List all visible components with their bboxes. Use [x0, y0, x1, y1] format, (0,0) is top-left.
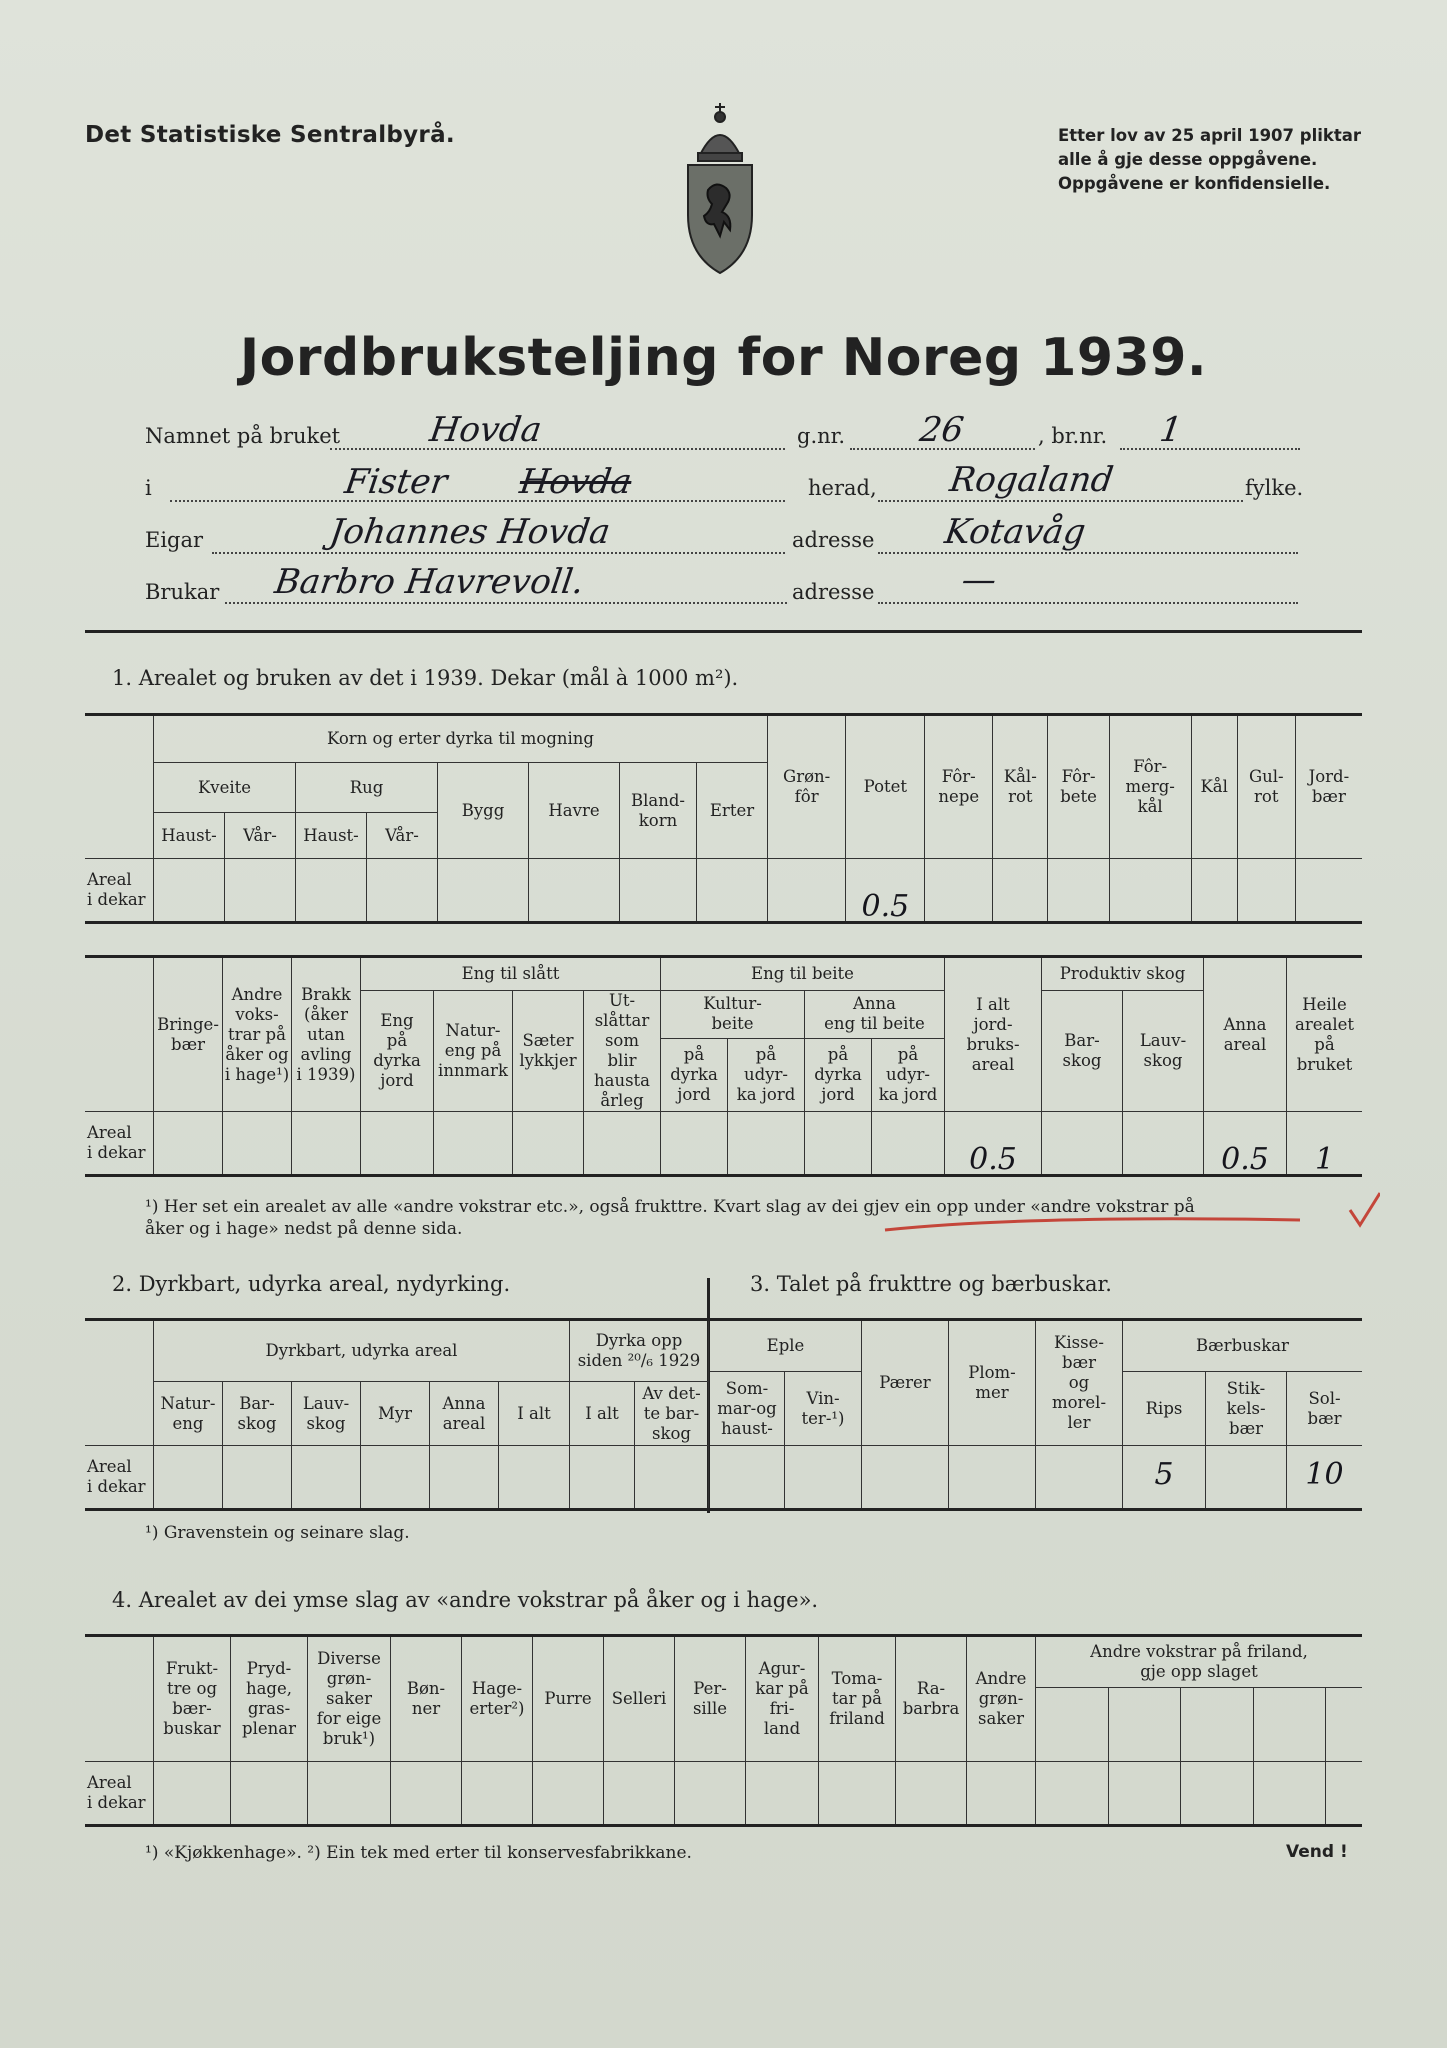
s2-cell-av-dette[interactable] [635, 1446, 709, 1510]
s3-solbaer-value: 10 [1305, 1457, 1344, 1492]
t1-erter: Erter [697, 763, 768, 859]
turn-over-note: Vend ! [1286, 1842, 1348, 1862]
s2-cell-i-alt[interactable] [499, 1446, 570, 1510]
s3-cell-plommer[interactable] [949, 1446, 1036, 1510]
s4-persille: Per- sille [675, 1636, 746, 1762]
agency-name: Det Statistiske Sentralbyrå. [85, 122, 455, 148]
s2-cell-i-alt2[interactable] [570, 1446, 635, 1510]
s4-andre: Andre grøn- saker [967, 1636, 1036, 1762]
t2-group-eng-slatt: Eng til slått [361, 957, 661, 991]
legal-line-3: Oppgåvene er konfidensielle. [1058, 174, 1331, 193]
gnr-value[interactable]: 26 [917, 410, 967, 450]
section2-table [85, 1318, 709, 1511]
t1-cell-formergkal[interactable] [1109, 859, 1191, 923]
t1-gulrot: Gul- rot [1237, 715, 1295, 859]
farm-name-line [330, 448, 785, 450]
s2-cell-lauvskog[interactable] [292, 1446, 361, 1510]
section1-table1 [85, 713, 1362, 924]
s3-vinter: Vin- ter-¹) [785, 1372, 862, 1446]
s4-cell-selleri[interactable] [604, 1762, 675, 1826]
s3-stikkelsbaer: Stik- kels- bær [1206, 1372, 1287, 1446]
t2-cell-barskog[interactable] [1042, 1112, 1123, 1176]
user-address-label: adresse [792, 580, 875, 604]
t1-potet: Potet [846, 715, 925, 859]
s2-lauvskog: Lauv- skog [292, 1382, 361, 1446]
owner-line [212, 552, 785, 554]
t2-cell-i-alt[interactable] [945, 1112, 1042, 1176]
farm-name-label: Namnet på bruket [145, 424, 341, 448]
owner-address-value[interactable]: Kotavåg [942, 512, 1088, 552]
s2-cell-myr[interactable] [361, 1446, 430, 1510]
t1-havre: Havre [529, 763, 620, 859]
t1-kveite-vaar: Vår- [225, 813, 296, 859]
s4-cell-tomatar[interactable] [819, 1762, 896, 1826]
s4-cell-persille[interactable] [675, 1762, 746, 1826]
s4-cell-rabarbra[interactable] [896, 1762, 967, 1826]
s2-cell-naturreng[interactable] [154, 1446, 223, 1510]
t1-group-korn: Korn og erter dyrka til mogning [154, 715, 768, 763]
t2-anna-eng: Anna eng til beite [805, 991, 945, 1039]
brnr-value[interactable]: 1 [1157, 410, 1185, 450]
t1-kveite-haust: Haust- [154, 813, 225, 859]
owner-label: Eigar [145, 528, 204, 552]
owner-address-line [878, 552, 1298, 554]
s2-group-dyrkbart: Dyrkbart, udyrka areal [154, 1320, 570, 1382]
t1-rug: Rug [296, 763, 438, 813]
s2-naturreng: Natur- eng [154, 1382, 223, 1446]
s4-tomatar: Toma- tar på friland [819, 1636, 896, 1762]
s2-i-alt2: I alt [570, 1382, 635, 1446]
s4-agurkar: Agur- kar på fri- land [746, 1636, 819, 1762]
t2-row-label: Areal i dekar [85, 1112, 154, 1176]
t1-cell-erter[interactable] [697, 859, 768, 923]
t2-cell-anna-areal[interactable] [1204, 1112, 1287, 1176]
s2-barskog: Bar- skog [223, 1382, 292, 1446]
brnr-line [1120, 448, 1300, 450]
s4-hageerter: Hage- erter²) [462, 1636, 533, 1762]
t1-forbete: Fôr- bete [1048, 715, 1109, 859]
s3-rips-value: 5 [1154, 1457, 1174, 1492]
t2-cell-utslattar[interactable] [584, 1112, 661, 1176]
section1-heading: 1. Arealet og bruken av det i 1939. Dekar (mål à 1000 m²). [112, 666, 739, 690]
t2-anna-areal: Anna areal [1204, 957, 1287, 1112]
t1-cell-gulrot[interactable] [1237, 859, 1295, 923]
s2-cell-anna[interactable] [430, 1446, 499, 1510]
in-label: i [145, 476, 152, 500]
section1-footnote: ¹) Her set ein arealet av alle «andre vokstrar etc.», også frukttre. Kvart slag av dei gjev ein opp under «andre vokstrar på åker og i hage» nedst på denne sida. [145, 1197, 1195, 1239]
s3-sommar: Som- mar-og haust- [710, 1372, 785, 1446]
s4-blank-5[interactable] [1326, 1688, 1362, 1762]
municipality-line [170, 500, 785, 502]
t1-cell-rug-vaar[interactable] [367, 859, 438, 923]
s4-blank-4[interactable] [1253, 1688, 1326, 1762]
t2-cell-andre[interactable] [223, 1112, 292, 1176]
s4-diverse: Diverse grøn- saker for eige bruk¹) [308, 1636, 391, 1762]
s3-cell-stikkelsbaer[interactable] [1206, 1446, 1287, 1510]
coat-of-arms-icon [670, 95, 770, 275]
t1-bygg: Bygg [438, 763, 529, 859]
t1-cell-jordbaer[interactable] [1295, 859, 1362, 923]
legal-line-2: alle å gje desse oppgåvene. [1058, 150, 1318, 169]
s4-cell-frukttre[interactable] [154, 1762, 231, 1826]
red-check-mark [880, 1185, 1380, 1235]
t1-cell-potet[interactable] [846, 859, 925, 923]
s4-frukttre: Frukt- tre og bær- buskar [154, 1636, 231, 1762]
s2-group-dyrka: Dyrka opp siden ²⁰/₆ 1929 [570, 1320, 709, 1382]
header-divider [85, 630, 1362, 633]
gnr-label: g.nr. [797, 424, 846, 448]
t1-kal: Kål [1191, 715, 1237, 859]
t1-corner [85, 715, 154, 859]
t2-heile: Heile arealet på bruket [1287, 957, 1363, 1112]
farm-name-value[interactable]: Hovda [427, 410, 545, 450]
s4-cell-other-1[interactable] [1036, 1762, 1109, 1826]
s4-cell-prydhage[interactable] [231, 1762, 308, 1826]
t2-cell-eng-dyrka[interactable] [361, 1112, 434, 1176]
t2-cell-brakk[interactable] [292, 1112, 361, 1176]
t1-row-label: Areal i dekar [85, 859, 154, 923]
owner-address-label: adresse [792, 528, 875, 552]
s4-cell-andre[interactable] [967, 1762, 1036, 1826]
t2-group-skog: Produktiv skog [1042, 957, 1204, 991]
s2-av-dette: Av det- te bar- skog [635, 1382, 709, 1446]
t1-rug-vaar: Vår- [367, 813, 438, 859]
section4-footnote: ¹) «Kjøkkenhage». ²) Ein tek med erter til konservesfabrikkane. [145, 1843, 692, 1863]
s3-cell-paerer[interactable] [862, 1446, 949, 1510]
t1-cell-fornepe[interactable] [925, 859, 993, 923]
fylke-label: fylke. [1245, 476, 1304, 500]
t2-cell-lauvskog[interactable] [1123, 1112, 1204, 1176]
t2-pa-dyrka2: på dyrka jord [805, 1038, 872, 1111]
t2-lauvskog: Lauv- skog [1123, 991, 1204, 1112]
t1-cell-havre[interactable] [529, 859, 620, 923]
t2-saeter: Sæter lykkjer [513, 991, 584, 1112]
t1-cell-rug-haust[interactable] [296, 859, 367, 923]
legal-line-1: Etter lov av 25 april 1907 pliktar [1058, 126, 1362, 145]
user-line [225, 602, 787, 604]
s4-corner [85, 1636, 154, 1762]
herad-label: herad, [808, 476, 877, 500]
s3-cell-rips[interactable] [1123, 1446, 1206, 1510]
s3-kissebaer: Kisse- bær og morel- ler [1036, 1320, 1123, 1446]
section3-heading: 3. Talet på frukttre og bærbuskar. [750, 1272, 1112, 1296]
s2-myr: Myr [361, 1382, 430, 1446]
t1-cell-kal[interactable] [1191, 859, 1237, 923]
s4-rabarbra: Ra- barbra [896, 1636, 967, 1762]
t2-kulturbeite: Kultur- beite [661, 991, 805, 1039]
s4-prydhage: Pryd- hage, gras- plenar [231, 1636, 308, 1762]
t2-cell-kultur-udyrka[interactable] [728, 1112, 805, 1176]
s4-cell-bonner[interactable] [391, 1762, 462, 1826]
s2-cell-barskog[interactable] [223, 1446, 292, 1510]
s4-blank-1[interactable] [1036, 1688, 1109, 1762]
owner-value[interactable]: Johannes Hovda [327, 512, 613, 552]
t2-cell-saeter[interactable] [513, 1112, 584, 1176]
t2-heile-value: 1 [1314, 1142, 1335, 1177]
t1-gronfor: Grøn- fôr [768, 715, 846, 859]
s4-cell-other-2[interactable] [1108, 1762, 1181, 1826]
s4-cell-other-3[interactable] [1181, 1762, 1254, 1826]
t2-corner [85, 957, 154, 1112]
county-value[interactable]: Rogaland [947, 460, 1116, 500]
t2-eng-dyrka: Eng på dyrka jord [361, 991, 434, 1112]
t1-cell-kalrot[interactable] [993, 859, 1048, 923]
t1-cell-gronfor[interactable] [768, 859, 846, 923]
t1-cell-kveite-vaar[interactable] [225, 859, 296, 923]
s2-corner [85, 1320, 154, 1446]
s3-group-baer: Bærbuskar [1123, 1320, 1363, 1372]
s4-cell-hageerter[interactable] [462, 1762, 533, 1826]
t2-cell-anna-udyrka[interactable] [872, 1112, 945, 1176]
t2-pa-dyrka: på dyrka jord [661, 1038, 728, 1111]
t1-cell-blandkorn[interactable] [620, 859, 697, 923]
s4-row-label: Areal i dekar [85, 1762, 154, 1826]
s3-solbaer: Sol- bær [1287, 1372, 1363, 1446]
t1-cell-kveite-haust[interactable] [154, 859, 225, 923]
s3-paerer: Pærer [862, 1320, 949, 1446]
municipality-value[interactable]: Fister [342, 462, 450, 502]
t1-cell-forbete[interactable] [1048, 859, 1109, 923]
s3-rips: Rips [1123, 1372, 1206, 1446]
t1-blandkorn: Bland- korn [620, 763, 697, 859]
t2-cell-kultur-dyrka[interactable] [661, 1112, 728, 1176]
t2-pa-udyrka: på udyr- ka jord [728, 1038, 805, 1111]
section2-footnote: ¹) Gravenstein og seinare slag. [145, 1523, 410, 1543]
form-title: Jordbruksteljing for Noreg 1939. [239, 328, 1208, 388]
t2-bringebaer: Bringe- bær [154, 957, 223, 1112]
section1-table2 [85, 955, 1362, 1177]
s4-group-andre: Andre vokstrar på friland, gje opp slaget [1036, 1636, 1363, 1688]
s4-cell-purre[interactable] [533, 1762, 604, 1826]
t1-kveite: Kveite [154, 763, 296, 813]
s4-cell-other-4[interactable] [1253, 1762, 1326, 1826]
t1-kalrot: Kål- rot [993, 715, 1048, 859]
s4-cell-agurkar[interactable] [746, 1762, 819, 1826]
t2-cell-naturreng[interactable] [434, 1112, 513, 1176]
s3-cell-kissebaer[interactable] [1036, 1446, 1123, 1510]
municipality-struck-value: Hovda [517, 462, 635, 502]
t2-brakk: Brakk (åker utan avling i 1939) [292, 957, 361, 1112]
user-address-line [878, 602, 1298, 604]
s4-bonner: Bøn- ner [391, 1636, 462, 1762]
t2-cell-bringebaer[interactable] [154, 1112, 223, 1176]
t2-cell-anna-dyrka[interactable] [805, 1112, 872, 1176]
s2-anna-areal: Anna areal [430, 1382, 499, 1446]
t2-naturreng: Natur- eng på innmark [434, 991, 513, 1112]
section4-heading: 4. Arealet av dei ymse slag av «andre vokstrar på åker og i hage». [112, 1588, 819, 1612]
section2-heading: 2. Dyrkbart, udyrka areal, nydyrking. [112, 1272, 511, 1296]
t2-barskog: Bar- skog [1042, 991, 1123, 1112]
t1-formergkal: Fôr- merg- kål [1109, 715, 1191, 859]
brnr-label: , br.nr. [1038, 424, 1108, 448]
county-line [878, 500, 1243, 502]
user-label: Brukar [145, 580, 220, 604]
t2-andre-vokstrar: Andre voks- trar på åker og i hage¹) [223, 957, 292, 1112]
user-value[interactable]: Barbro Havrevoll. [272, 562, 587, 602]
legal-notice [1058, 124, 1361, 196]
s4-blank-3[interactable] [1181, 1688, 1254, 1762]
t2-pa-udyrka2: på udyr- ka jord [872, 1038, 945, 1111]
s4-selleri: Selleri [604, 1636, 675, 1762]
s3-cell-vinter[interactable] [785, 1446, 862, 1510]
s3-cell-sommar[interactable] [710, 1446, 785, 1510]
t1-potet-value: 0.5 [861, 889, 910, 924]
s2-row-label: Areal i dekar [85, 1446, 154, 1510]
s4-cell-other-5[interactable] [1326, 1762, 1362, 1826]
t2-cell-heile[interactable] [1287, 1112, 1363, 1176]
user-address-value[interactable]: — [959, 560, 999, 600]
t2-utslattar: Ut- slåttar som blir hausta årleg [584, 991, 661, 1112]
t2-anna-value: 0.5 [1221, 1142, 1269, 1177]
s3-plommer: Plom- mer [949, 1320, 1036, 1446]
t2-i-alt-value: 0.5 [969, 1142, 1017, 1177]
t1-fornepe: Fôr- nepe [925, 715, 993, 859]
s4-cell-diverse[interactable] [308, 1762, 391, 1826]
t1-rug-haust: Haust- [296, 813, 367, 859]
section3-table [710, 1318, 1362, 1511]
section4-table [85, 1634, 1362, 1827]
t1-cell-bygg[interactable] [438, 859, 529, 923]
t2-group-eng-beite: Eng til beite [661, 957, 945, 991]
t2-i-alt: I alt jord- bruks- areal [945, 957, 1042, 1112]
s2-i-alt: I alt [499, 1382, 570, 1446]
t1-jordbaer: Jord- bær [1295, 715, 1362, 859]
s4-blank-2[interactable] [1108, 1688, 1181, 1762]
s3-cell-solbaer[interactable] [1287, 1446, 1363, 1510]
s4-purre: Purre [533, 1636, 604, 1762]
s3-eple: Eple [710, 1320, 862, 1372]
